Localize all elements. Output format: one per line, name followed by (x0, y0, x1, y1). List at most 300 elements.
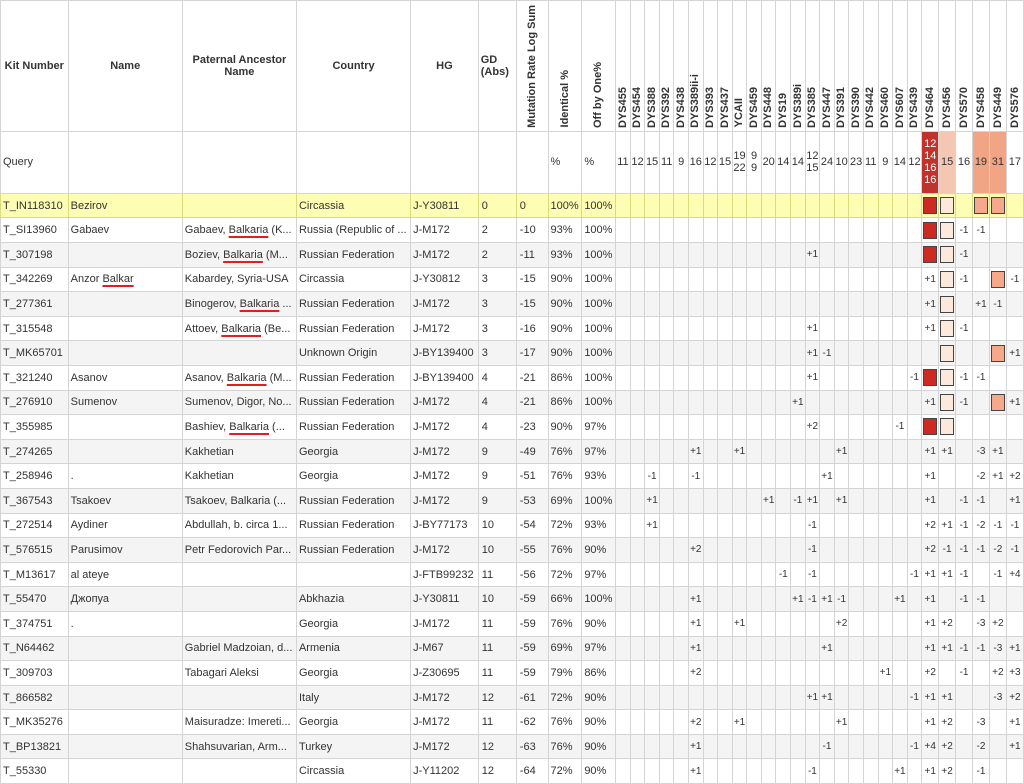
marker-diff-cell (630, 464, 645, 489)
marker-diff-cell (630, 587, 645, 612)
table-row[interactable] (1, 538, 1024, 563)
table-row[interactable] (1, 218, 1024, 243)
marker-diff-cell (630, 611, 645, 636)
offbyone-cell: 93% (582, 464, 616, 489)
marker-diff-cell (674, 661, 689, 686)
haplogroup-cell: J-BY139400 (411, 341, 479, 366)
marker-diff-cell: +4 (1006, 562, 1023, 587)
kit-number: T_367543 (1, 488, 69, 513)
marker-diff-cell (878, 587, 893, 612)
marker-diff-cell (616, 538, 631, 563)
marker-diff-cell (659, 562, 674, 587)
marker-diff-cell (893, 193, 908, 218)
marker-diff-cell: -1 (907, 734, 922, 759)
marker-diff-cell (732, 488, 747, 513)
col-offbyone-header[interactable] (582, 1, 616, 132)
diff-indicator (940, 197, 954, 214)
table-row[interactable] (1, 365, 1024, 390)
marker-diff-cell: +2 (922, 538, 939, 563)
table-row[interactable] (1, 710, 1024, 735)
marker-diff-cell (805, 439, 820, 464)
marker-diff-cell (718, 611, 733, 636)
diff-indicator (923, 222, 937, 239)
marker-diff-cell (907, 439, 922, 464)
marker-diff-cell (761, 513, 776, 538)
marker-diff-cell (834, 193, 849, 218)
marker-diff-cell: +2 (939, 734, 956, 759)
marker-diff-cell (703, 415, 718, 440)
marker-diff-cell (630, 365, 645, 390)
marker-diff-cell (703, 611, 718, 636)
query-country (296, 131, 410, 193)
marker-diff-cell (674, 390, 689, 415)
table-row[interactable] (1, 267, 1024, 292)
marker-diff-cell (834, 316, 849, 341)
marker-diff-cell (776, 685, 791, 710)
marker-diff-cell: +2 (1006, 464, 1023, 489)
marker-diff-cell: +1 (1006, 734, 1023, 759)
marker-diff-cell (776, 611, 791, 636)
marker-diff-cell (849, 390, 864, 415)
haplogroup-cell: J-M172 (411, 415, 479, 440)
gd-cell: 3 (478, 341, 516, 366)
table-row[interactable] (1, 439, 1024, 464)
ancestor-highlight: Balkaria (226, 371, 267, 384)
marker-diff-cell (791, 341, 806, 366)
marker-diff-cell (645, 316, 660, 341)
marker-diff-cell (718, 661, 733, 686)
name-text: Asanov (70, 371, 108, 384)
haplogroup-cell: J-M67 (411, 636, 479, 661)
table-row[interactable] (1, 513, 1024, 538)
marker-diff-cell (703, 439, 718, 464)
marker-diff-cell (630, 292, 645, 317)
offbyone-cell: 90% (582, 710, 616, 735)
country-cell: Georgia (296, 611, 410, 636)
col-marker-header[interactable] (703, 1, 718, 132)
marker-diff-cell (718, 464, 733, 489)
table-row[interactable] (1, 685, 1024, 710)
query-gd (478, 131, 516, 193)
marker-diff-cell (820, 415, 835, 440)
marker-diff-cell (820, 562, 835, 587)
marker-diff-cell (776, 538, 791, 563)
ancestor-cell (182, 415, 296, 440)
marker-diff-cell (776, 488, 791, 513)
gd-cell: 2 (478, 243, 516, 268)
query-marker-value: 9 (674, 131, 689, 193)
marker-diff-cell (776, 513, 791, 538)
mutation-rate-cell: -62 (516, 710, 548, 735)
marker-diff-cell (747, 464, 762, 489)
marker-diff-cell (659, 292, 674, 317)
marker-diff-cell (989, 759, 1006, 784)
col-mutation-header[interactable] (516, 1, 548, 132)
marker-diff-cell (893, 734, 908, 759)
haplogroup-cell: J-Y30811 (411, 587, 479, 612)
identical-cell: 76% (548, 464, 582, 489)
col-marker-header[interactable] (616, 1, 631, 132)
marker-diff-box (922, 193, 939, 218)
marker-diff-cell (747, 193, 762, 218)
marker-diff-cell: +1 (1006, 710, 1023, 735)
marker-diff-cell (878, 636, 893, 661)
marker-diff-cell (834, 365, 849, 390)
table-row[interactable] (1, 464, 1024, 489)
marker-diff-cell (616, 661, 631, 686)
query-marker-value: 14 (776, 131, 791, 193)
query-marker-value: 15 (645, 131, 660, 193)
marker-diff-cell (645, 710, 660, 735)
name-cell (68, 439, 182, 464)
ancestor-cell (182, 488, 296, 513)
marker-diff-cell (674, 464, 689, 489)
col-marker-header[interactable] (776, 1, 791, 132)
marker-diff-cell (630, 685, 645, 710)
marker-diff-cell (907, 341, 922, 366)
marker-diff-cell (834, 390, 849, 415)
marker-diff-cell (907, 390, 922, 415)
marker-diff-cell (776, 341, 791, 366)
marker-diff-cell: -3 (972, 611, 989, 636)
marker-diff-cell (863, 488, 878, 513)
marker-diff-cell (732, 513, 747, 538)
marker-diff-cell (893, 439, 908, 464)
diff-indicator (991, 394, 1005, 411)
marker-diff-cell (761, 218, 776, 243)
col-marker-header[interactable] (718, 1, 733, 132)
marker-diff-cell (659, 685, 674, 710)
country-cell: Russian Federation (296, 292, 410, 317)
col-marker-header[interactable] (747, 1, 762, 132)
marker-diff-cell (718, 415, 733, 440)
col-gd-header[interactable]: GD (Abs) (478, 1, 516, 132)
marker-diff-cell (893, 316, 908, 341)
col-name-header[interactable]: Name (68, 1, 182, 132)
header-row (1, 1, 1024, 132)
gd-cell: 10 (478, 513, 516, 538)
table-row[interactable] (1, 341, 1024, 366)
query-marker-value: 23 (849, 131, 864, 193)
marker-diff-cell (1006, 316, 1023, 341)
col-marker-header[interactable] (849, 1, 864, 132)
diff-indicator (940, 222, 954, 239)
marker-diff-cell (893, 390, 908, 415)
marker-diff-cell: +2 (805, 415, 820, 440)
kit-number: T_321240 (1, 365, 69, 390)
gd-cell: 0 (478, 193, 516, 218)
marker-diff-cell (893, 341, 908, 366)
mutation-rate-cell: -17 (516, 341, 548, 366)
mutation-rate-cell: -10 (516, 218, 548, 243)
haplogroup-cell: J-M172 (411, 710, 479, 735)
col-kit-header[interactable]: Kit Number (1, 1, 69, 132)
marker-diff-cell (878, 562, 893, 587)
marker-diff-cell (791, 710, 806, 735)
col-marker-header[interactable] (820, 1, 835, 132)
col-marker-header[interactable] (630, 1, 645, 132)
marker-diff-cell: -3 (989, 636, 1006, 661)
col-marker-header[interactable] (805, 1, 820, 132)
marker-diff-cell (849, 587, 864, 612)
marker-diff-box (939, 316, 956, 341)
ancestor-cell (182, 685, 296, 710)
col-marker-header[interactable] (956, 1, 973, 132)
marker-diff-cell (907, 218, 922, 243)
name-cell (68, 390, 182, 415)
marker-diff-cell (820, 316, 835, 341)
col-ancestor-header[interactable]: Paternal Ancestor Name (182, 1, 296, 132)
table-row[interactable] (1, 243, 1024, 268)
col-marker-header[interactable] (761, 1, 776, 132)
ancestor-cell (182, 513, 296, 538)
marker-diff-cell (703, 243, 718, 268)
name-cell (68, 341, 182, 366)
marker-diff-cell: +1 (805, 341, 820, 366)
ancestor-text: Kakhetian (184, 445, 234, 458)
col-marker-header[interactable] (791, 1, 806, 132)
marker-diff-cell (878, 390, 893, 415)
marker-diff-cell (645, 193, 660, 218)
col-marker-header[interactable] (689, 1, 704, 132)
marker-diff-cell (834, 341, 849, 366)
marker-diff-cell (776, 193, 791, 218)
col-marker-header[interactable] (907, 1, 922, 132)
query-marker-value: 15 (939, 131, 956, 193)
table-row[interactable] (1, 193, 1024, 218)
kit-number: T_576515 (1, 538, 69, 563)
marker-diff-cell (776, 267, 791, 292)
kit-number: T_355985 (1, 415, 69, 440)
marker-label: DYS458 (974, 86, 987, 128)
diff-indicator (923, 418, 937, 435)
table-row[interactable] (1, 611, 1024, 636)
col-marker-header[interactable] (1006, 1, 1023, 132)
identical-cell: 90% (548, 316, 582, 341)
marker-diff-cell (630, 193, 645, 218)
table-row[interactable] (1, 587, 1024, 612)
haplogroup-cell: J-M172 (411, 316, 479, 341)
marker-diff-cell (703, 316, 718, 341)
marker-diff-cell (674, 193, 689, 218)
table-row[interactable] (1, 636, 1024, 661)
gd-cell: 11 (478, 661, 516, 686)
marker-diff-box (922, 243, 939, 268)
kit-number: T_309703 (1, 661, 69, 686)
marker-diff-cell: -3 (989, 685, 1006, 710)
identical-cell: 93% (548, 243, 582, 268)
marker-diff-cell (878, 267, 893, 292)
identical-cell: 86% (548, 365, 582, 390)
offbyone-cell: 100% (582, 218, 616, 243)
name-text: Джопуа (70, 593, 110, 606)
marker-diff-cell (674, 685, 689, 710)
marker-diff-cell (616, 243, 631, 268)
table-row[interactable] (1, 661, 1024, 686)
marker-diff-cell (761, 685, 776, 710)
marker-diff-cell (1006, 439, 1023, 464)
haplogroup-cell: J-M172 (411, 488, 479, 513)
marker-label: DYS393 (704, 86, 717, 128)
col-marker-header[interactable] (989, 1, 1006, 132)
identical-cell: 76% (548, 538, 582, 563)
marker-diff-cell (878, 488, 893, 513)
marker-diff-cell (703, 636, 718, 661)
marker-diff-cell: -1 (1006, 538, 1023, 563)
marker-diff-cell (893, 636, 908, 661)
marker-diff-cell (689, 316, 704, 341)
marker-diff-cell (718, 636, 733, 661)
col-marker-header[interactable] (939, 1, 956, 132)
col-marker-header[interactable] (659, 1, 674, 132)
country-cell: Russian Federation (296, 365, 410, 390)
ancestor-text: Shahsuvarian, Arm... (184, 740, 287, 753)
col-country-header[interactable]: Country (296, 1, 410, 132)
marker-label: DYS448 (762, 86, 775, 128)
marker-diff-cell (878, 218, 893, 243)
marker-diff-cell (820, 661, 835, 686)
marker-diff-cell (776, 365, 791, 390)
marker-diff-cell (732, 587, 747, 612)
name-text: al ateye (70, 568, 110, 581)
ancestor-highlight: Balkaria (229, 420, 269, 433)
country-cell: Circassia (296, 193, 410, 218)
marker-diff-cell: +1 (922, 488, 939, 513)
table-row[interactable] (1, 390, 1024, 415)
name-cell (68, 243, 182, 268)
query-marker-value: 11 (616, 131, 631, 193)
marker-diff-cell (972, 661, 989, 686)
marker-diff-cell: -1 (939, 538, 956, 563)
kit-number: T_MK65701 (1, 341, 69, 366)
marker-diff-cell (616, 218, 631, 243)
marker-diff-cell (718, 759, 733, 784)
marker-diff-cell (989, 415, 1006, 440)
marker-label: DYS447 (820, 86, 833, 128)
ancestor-cell (182, 661, 296, 686)
marker-label: DYS437 (718, 86, 731, 128)
marker-label: YCAII (733, 98, 746, 128)
table-row[interactable] (1, 316, 1024, 341)
marker-diff-cell (703, 538, 718, 563)
col-identical-header[interactable] (548, 1, 582, 132)
table-row[interactable] (1, 415, 1024, 440)
identical-cell: 72% (548, 759, 582, 784)
marker-diff-cell (645, 415, 660, 440)
col-marker-header[interactable] (863, 1, 878, 132)
marker-diff-cell (972, 316, 989, 341)
country-cell: Russian Federation (296, 316, 410, 341)
marker-diff-cell (849, 636, 864, 661)
marker-diff-cell (659, 341, 674, 366)
marker-diff-cell (849, 685, 864, 710)
marker-diff-cell (849, 316, 864, 341)
marker-diff-cell (674, 488, 689, 513)
col-marker-header[interactable] (732, 1, 747, 132)
marker-diff-cell: +2 (834, 611, 849, 636)
col-marker-header[interactable] (922, 1, 939, 132)
table-row[interactable] (1, 734, 1024, 759)
marker-diff-cell (616, 488, 631, 513)
kit-number: T_258946 (1, 464, 69, 489)
ancestor-text: Kabardey, Syria-USA (184, 273, 289, 286)
marker-label: DYS570 (957, 86, 970, 128)
diff-indicator (940, 271, 954, 288)
gd-cell: 4 (478, 390, 516, 415)
col-marker-header[interactable] (674, 1, 689, 132)
col-marker-header[interactable] (893, 1, 908, 132)
marker-diff-cell (747, 661, 762, 686)
marker-diff-cell (820, 439, 835, 464)
marker-diff-box (939, 218, 956, 243)
marker-diff-cell (907, 243, 922, 268)
marker-diff-cell (689, 267, 704, 292)
col-marker-header[interactable] (878, 1, 893, 132)
ancestor-cell (182, 243, 296, 268)
marker-diff-cell (922, 341, 939, 366)
haplogroup-cell: J-FTB99232 (411, 562, 479, 587)
gd-cell: 4 (478, 365, 516, 390)
marker-diff-cell: +2 (689, 661, 704, 686)
offbyone-cell: 90% (582, 611, 616, 636)
col-hg-header[interactable]: HG (411, 1, 479, 132)
gd-cell: 11 (478, 611, 516, 636)
query-marker-value: 15 (718, 131, 733, 193)
marker-diff-cell (776, 464, 791, 489)
col-marker-header[interactable] (972, 1, 989, 132)
country-cell: Georgia (296, 439, 410, 464)
ancestor-cell (182, 587, 296, 612)
table-row[interactable] (1, 292, 1024, 317)
marker-diff-cell (791, 193, 806, 218)
table-row[interactable] (1, 562, 1024, 587)
marker-diff-cell (616, 464, 631, 489)
kit-number: T_315548 (1, 316, 69, 341)
table-row[interactable] (1, 488, 1024, 513)
marker-diff-cell (893, 685, 908, 710)
marker-diff-cell (776, 759, 791, 784)
offbyone-cell: 97% (582, 562, 616, 587)
marker-diff-cell (1006, 218, 1023, 243)
marker-diff-cell (616, 587, 631, 612)
marker-diff-cell (732, 415, 747, 440)
ancestor-text: Maisuradze: Imereti... (184, 716, 291, 729)
col-marker-header[interactable] (645, 1, 660, 132)
marker-diff-cell (630, 218, 645, 243)
marker-diff-cell (849, 488, 864, 513)
mutation-rate-cell: -21 (516, 390, 548, 415)
marker-diff-cell (791, 415, 806, 440)
identical-cell: 76% (548, 611, 582, 636)
name-cell (68, 661, 182, 686)
marker-diff-cell (616, 415, 631, 440)
query-marker-value: 11 (863, 131, 878, 193)
table-row[interactable] (1, 759, 1024, 784)
marker-diff-cell (863, 292, 878, 317)
marker-diff-cell (791, 292, 806, 317)
query-marker-value: 10 (834, 131, 849, 193)
col-marker-header[interactable] (834, 1, 849, 132)
marker-diff-cell (689, 390, 704, 415)
ancestor-text: Tsakoev, Balkaria (... (184, 494, 287, 507)
marker-diff-cell (761, 316, 776, 341)
marker-diff-cell (674, 636, 689, 661)
marker-diff-cell: +1 (820, 685, 835, 710)
marker-diff-cell (732, 365, 747, 390)
marker-diff-cell (747, 365, 762, 390)
ancestor-cell (182, 562, 296, 587)
marker-diff-cell: +1 (939, 685, 956, 710)
